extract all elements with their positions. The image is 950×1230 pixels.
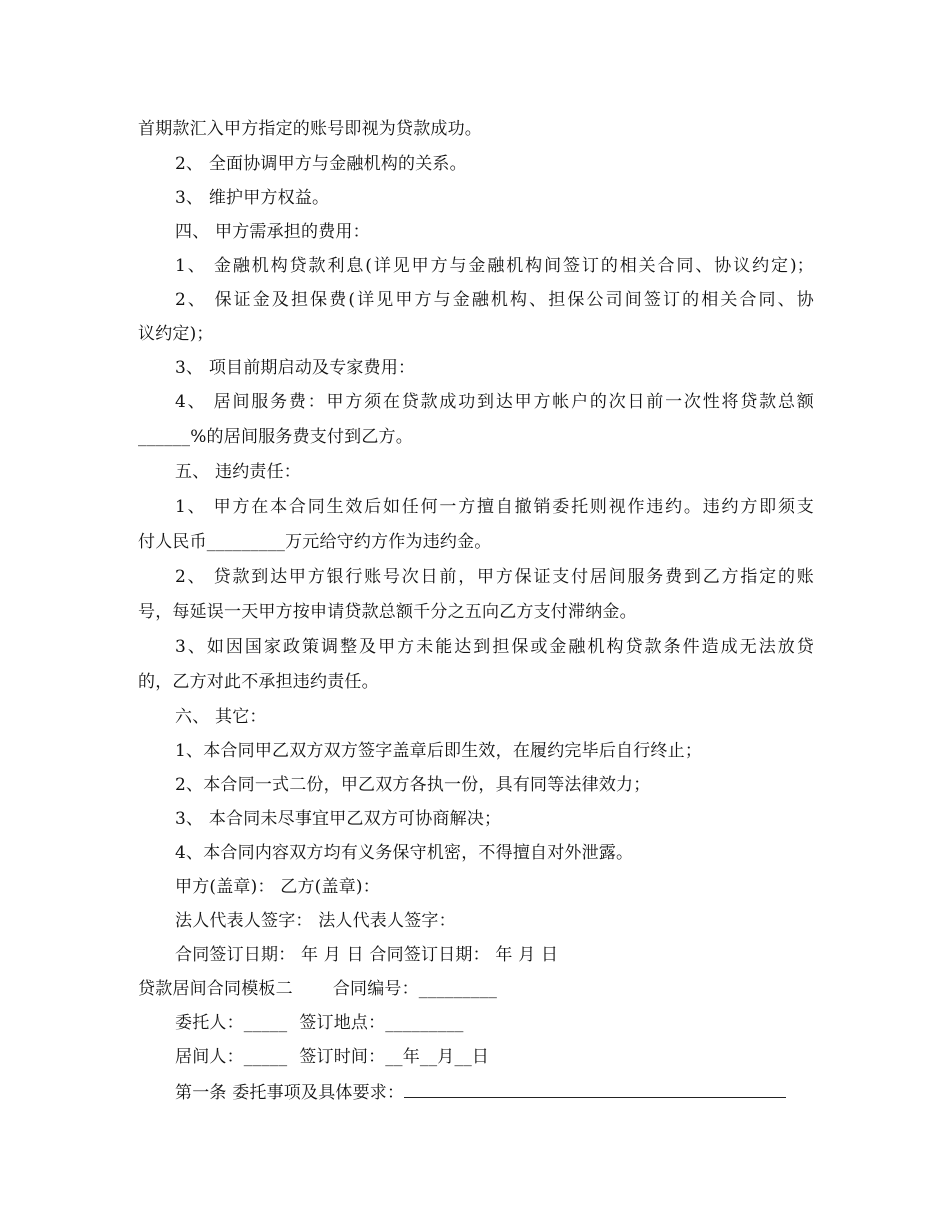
sign-time-label: 签订时间：__年__月__日 [299,1047,490,1067]
paragraph-line: 2、 全面协调甲方与金融机构的关系。 [175,154,467,174]
paragraph-line: 付人民币_________万元给守约方作为违约金。 [138,532,492,552]
paragraph-line: 1、 金融机构贷款利息(详见甲方与金融机构间签订的相关合同、协议约定)； [175,256,814,276]
paragraph-line: 的，乙方对此不承担违约责任。 [138,672,379,692]
sign-place-label: 签订地点：_________ [299,1013,464,1033]
paragraph-line: 4、本合同内容双方均有义务保守机密，不得擅自对外泄露。 [175,843,634,863]
article-1-label: 第一条 委托事项及具体要求： [175,1083,405,1103]
client-row [175,1012,814,1034]
paragraph-line: 4、 居间服务费：甲方须在贷款成功到达甲方帐户的次日前一次性将贷款总额 [175,392,814,412]
date-line: 合同签订日期： 年 月 日 合同签订日期： 年 月 日 [175,945,559,965]
paragraph-line: 1、本合同甲乙双方双方签字盖章后即生效，在履约完毕后自行终止； [175,741,703,761]
paragraph-line: 3、 本合同未尽事宜甲乙双方可协商解决； [175,809,502,829]
section-heading: 五、 违约责任： [175,462,302,482]
article-row [175,1080,814,1104]
section-heading: 四、 甲方需承担的费用： [175,222,370,242]
signature-line: 法人代表人签字： 法人代表人签字： [175,911,456,931]
paragraph-line: 议约定)； [138,324,214,344]
client-label: 委托人：_____ [175,1013,288,1033]
template-title: 贷款居间合同模板二 [138,979,293,999]
paragraph-line: 号，每延误一天甲方按申请贷款总额千分之五向乙方支付滞纳金。 [138,602,637,622]
paragraph-line: 2、 贷款到达甲方银行账号次日前，甲方保证支付居间服务费到乙方指定的账 [175,567,814,587]
paragraph-line: 2、 保证金及担保费(详见甲方与金融机构、担保公司间签订的相关合同、协 [175,290,814,310]
fill-in-blank [404,1080,786,1098]
template-title-row [138,978,814,1000]
signature-line: 甲方(盖章)： 乙方(盖章)： [175,877,380,897]
paragraph-line: ______%的居间服务费支付到乙方。 [138,427,413,447]
broker-label: 居间人：_____ [175,1047,288,1067]
contract-number-label: 合同编号：_________ [332,979,498,999]
paragraph-line: 首期款汇入甲方指定的账号即视为贷款成功。 [138,119,482,139]
paragraph-line: 3、 维护甲方权益。 [175,188,330,208]
paragraph-line: 3、如因国家政策调整及甲方未能达到担保或金融机构贷款条件造成无法放贷 [175,637,814,657]
paragraph-line: 1、 甲方在本合同生效后如任何一方擅自撤销委托则视作违约。违约方即须支 [175,497,814,517]
section-heading: 六、 其它： [175,707,267,727]
broker-row [175,1046,814,1068]
paragraph-line: 3、 项目前期启动及专家费用： [175,358,416,378]
paragraph-line: 2、本合同一式二份，甲乙双方各执一份，具有同等法律效力； [175,775,651,795]
